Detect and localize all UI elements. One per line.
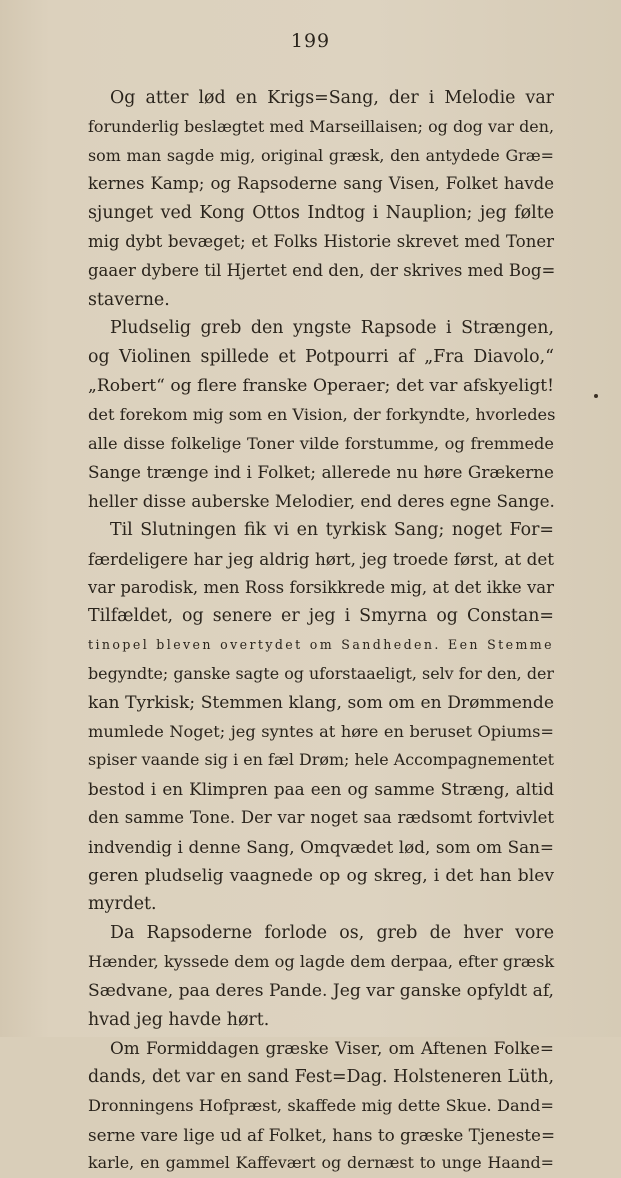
text-line: sjunget ved Kong Ottos Indtog i Nauplion; jeg følte <box>88 203 554 224</box>
text-line: kan Tyrkisk; Stemmen klang, som om en Drømmende <box>88 692 554 713</box>
text-line: myrdet. <box>88 894 157 915</box>
text-line: gaaer dybere til Hjertet end den, der skrives med Bog= <box>88 260 556 280</box>
text-line: den samme Tone. Der var noget saa rædsomt fortvivlet <box>88 807 554 827</box>
text-line: Til Slutningen fik vi en tyrkisk Sang; noget For= <box>110 519 554 540</box>
text-line: mumlede Noget; jeg syntes at høre en beruset Opiums= <box>88 721 554 741</box>
text-line: staverne. <box>88 289 170 310</box>
text-line: hvad jeg havde hørt. <box>88 1009 270 1030</box>
text-line: spiser vaande sig i en fæl Drøm; hele Accompagnementet <box>88 750 554 770</box>
text-line: alle disse folkelige Toner vilde forstumme, og fremmede <box>88 433 554 453</box>
text-line: Pludselig greb den yngste Rapsode i Strængen, <box>110 318 554 339</box>
text-line: heller disse auberske Melodier, end deres egne Sange. <box>88 491 555 512</box>
text-line: begyndte; ganske sagte og uforstaaeligt, selv for den, der <box>88 663 554 683</box>
text-line: det forekom mig som en Vision, der forkyndte, hvorledes <box>88 404 556 424</box>
page-number: 199 <box>290 30 331 52</box>
text-line: som man sagde mig, original græsk, den antydede Græ= <box>88 145 554 165</box>
text-line: Dronningens Hofpræst, skaffede mig dette Skue. Dand= <box>88 1095 554 1115</box>
text-line: Om Formiddagen græske Viser, om Aftenen Folke= <box>110 1038 554 1059</box>
text-line: forunderlig beslægtet med Marseillaisen; og dog var den, <box>88 116 554 136</box>
text-line: og Violinen spillede et Potpourri af „Fra Diavolo,“ <box>88 347 554 368</box>
body-text <box>88 84 554 1178</box>
text-line: Tilfældet, og senere er jeg i Smyrna og Constan= <box>88 606 554 627</box>
text-line: karle, en gammel Kaffevært og dernæst to unge Haand= <box>88 1153 554 1173</box>
text-line: Da Rapsoderne forlode os, greb de hver vore <box>110 923 554 944</box>
text-line: bestod i en Klimpren paa een og samme Stræng, altid <box>88 779 554 800</box>
text-line: Sædvane, paa deres Pande. Jeg var ganske opfyldt af, <box>88 980 554 1001</box>
ink-speck <box>594 394 598 398</box>
text-line: kernes Kamp; og Rapsoderne sang Visen, Folket havde <box>88 174 554 194</box>
text-line: Hænder, kyssede dem og lagde dem derpaa, efter græsk <box>88 951 555 971</box>
text-line: indvendig i denne Sang, Omqvædet lød, som om San= <box>88 836 554 857</box>
text-line: geren pludselig vaagnede op og skreg, i det han blev <box>88 865 554 886</box>
text-line: dands, det var en sand Fest=Dag. Holsteneren Lüth, <box>88 1067 554 1088</box>
text-line: færdeligere har jeg aldrig hørt, jeg troede først, at det <box>88 548 554 569</box>
text-line: mig dybt bevæget; et Folks Historie skrevet med Toner <box>88 231 554 251</box>
text-line: tinopel bleven overtydet om Sandheden. Een Stemme <box>88 637 554 653</box>
text-line: Sange trænge ind i Folket; allerede nu høre Grækerne <box>88 462 554 483</box>
text-line: „Robert“ og flere franske Operaer; det var afskyeligt! <box>88 375 554 396</box>
text-line: Og atter lød en Krigs=Sang, der i Melodie var <box>110 88 554 108</box>
text-line: var parodisk, men Ross forsikkrede mig, at det ikke var <box>88 577 554 597</box>
text-line: serne vare lige ud af Folket, hans to græske Tjeneste= <box>88 1124 556 1145</box>
